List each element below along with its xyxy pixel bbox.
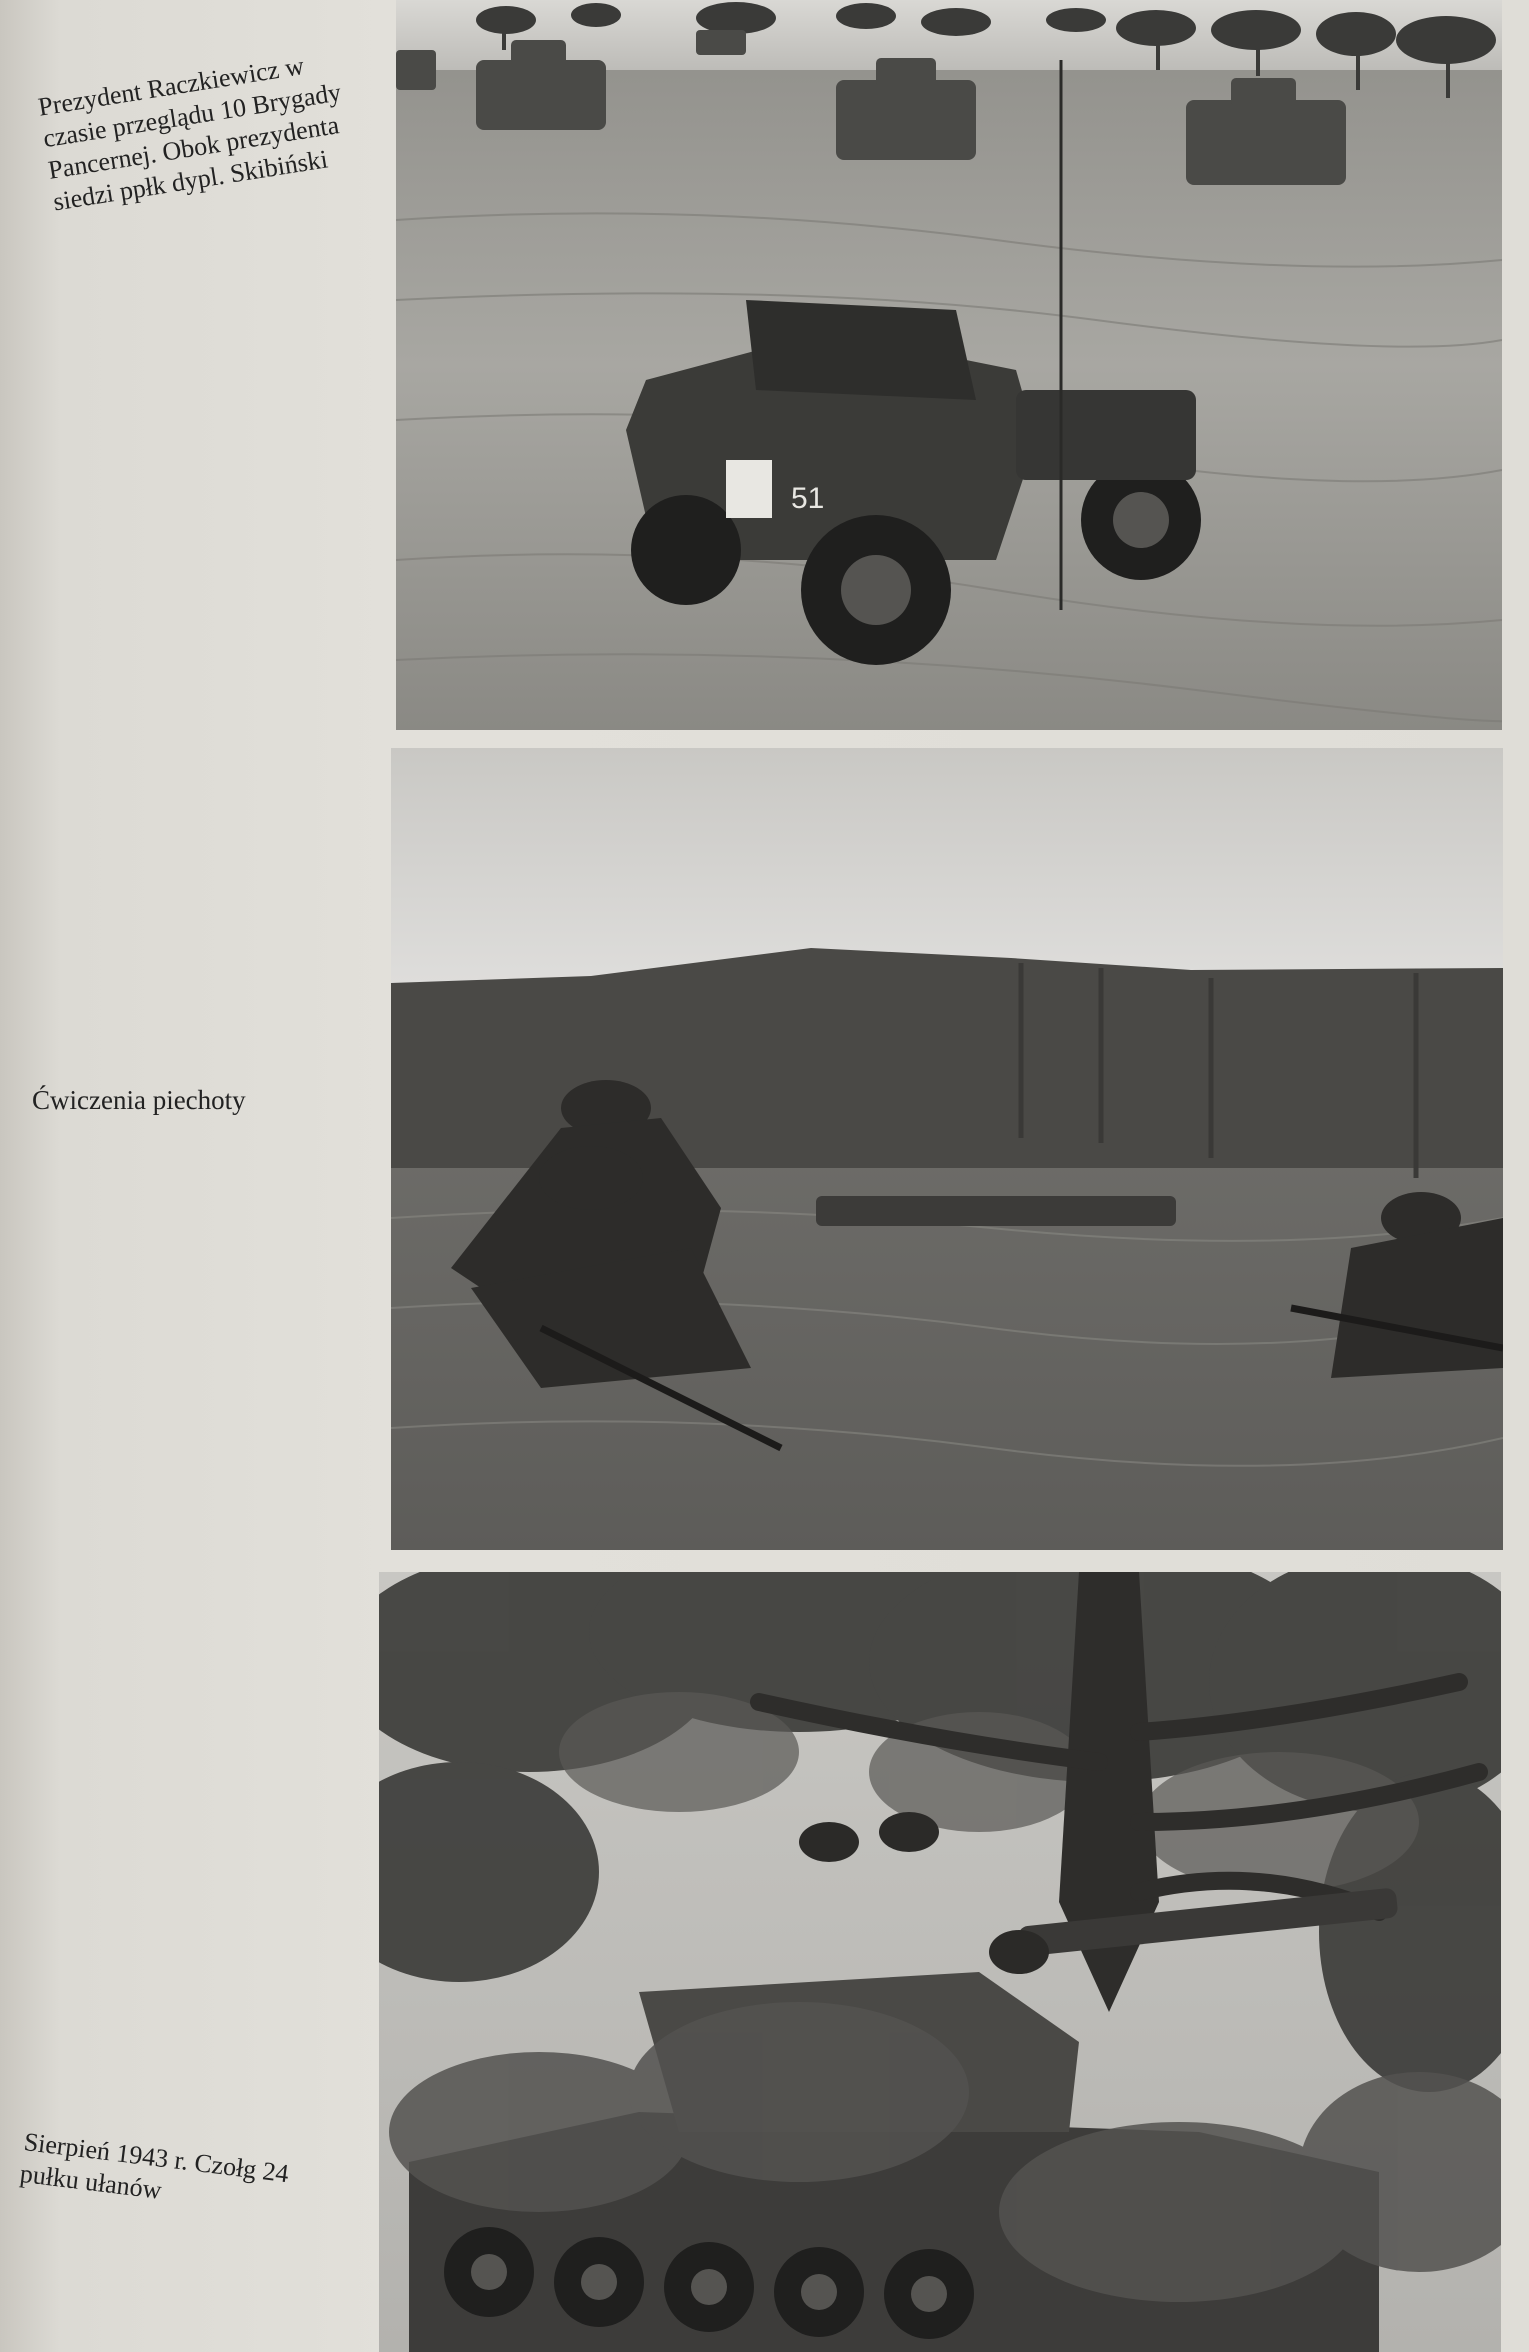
photo-infantry-svg [391, 748, 1503, 1550]
caption-tank-24-regiment: Sierpień 1943 r. Czołg 24 pułku ułanów [18, 2126, 291, 2205]
photo-infantry-exercises [391, 748, 1503, 1550]
photo-armoured-car-review [396, 0, 1502, 730]
vehicle-number: 51 [791, 482, 825, 515]
caption-president-review: Prezydent Raczkiewicz w czasie przeglądu 10 Brygady Pancernej. Obok prezydenta siedzi ppłk dypl. Skibiński [36, 50, 344, 217]
photo-armoured-car-svg [396, 0, 1502, 730]
caption-infantry-exercises: Ćwiczenia piechoty [32, 1085, 246, 1115]
photo-camouflaged-tank [379, 1572, 1501, 2352]
photo-tank-svg [379, 1572, 1501, 2352]
